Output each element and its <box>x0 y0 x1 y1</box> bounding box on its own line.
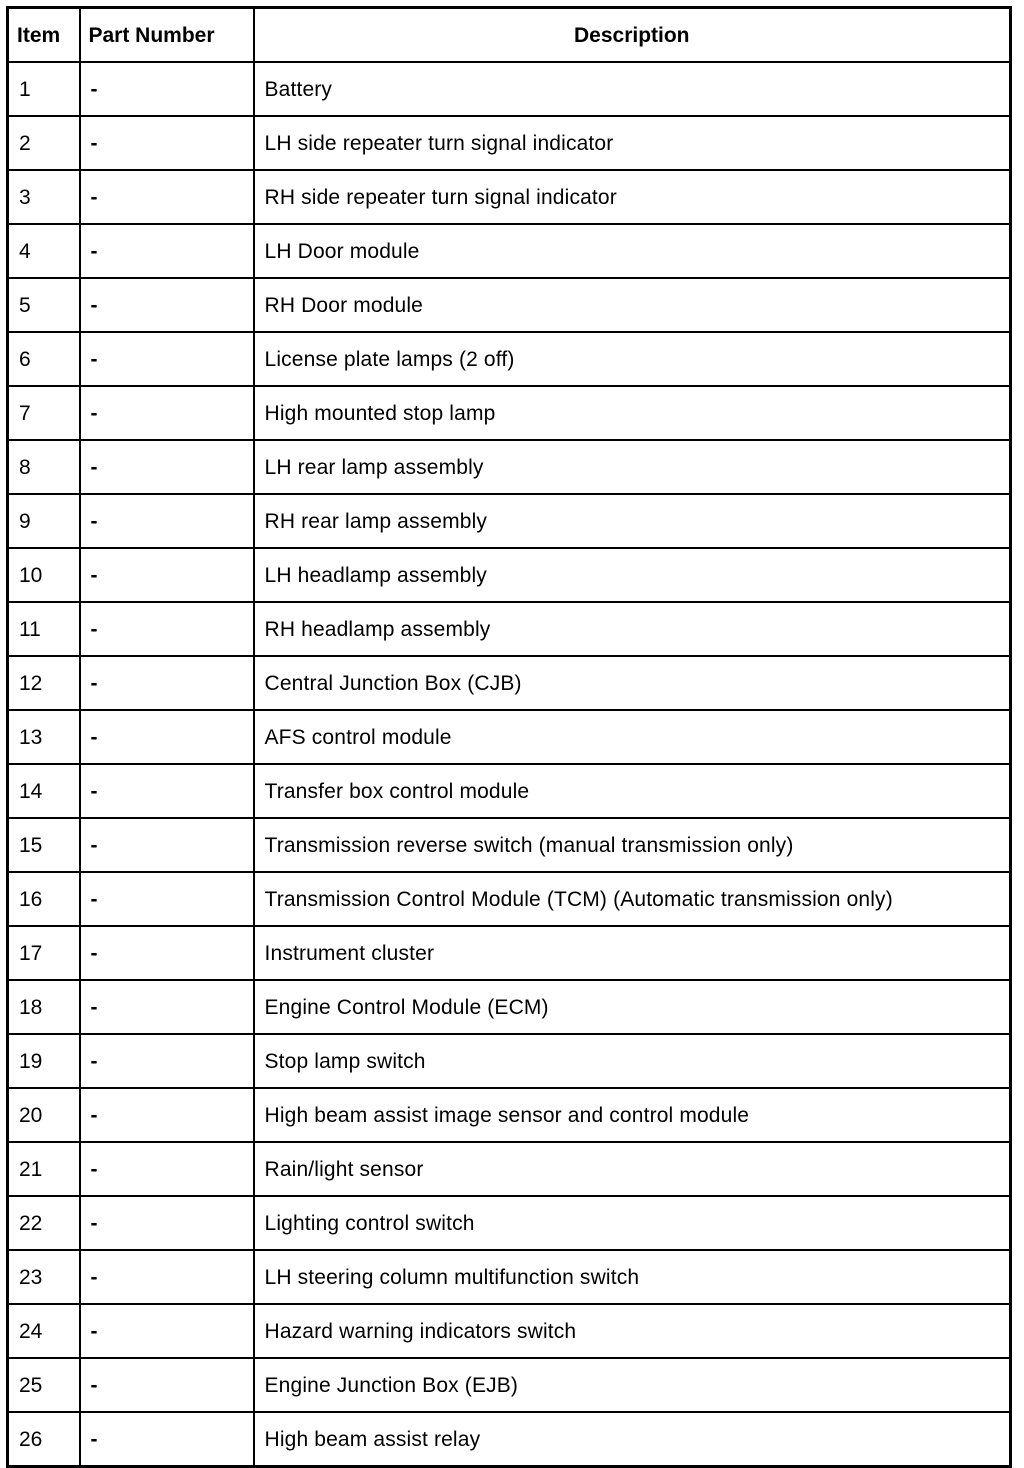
description-cell: LH Door module <box>254 224 1011 278</box>
part-number-cell: - <box>80 926 254 980</box>
item-number-cell: 6 <box>8 332 80 386</box>
description-cell: High mounted stop lamp <box>254 386 1011 440</box>
item-number-cell: 16 <box>8 872 80 926</box>
table-row <box>8 1412 1011 1467</box>
table-row <box>8 1142 1011 1196</box>
description-cell: Hazard warning indicators switch <box>254 1304 1011 1358</box>
item-number-cell: 12 <box>8 656 80 710</box>
table-row <box>8 386 1011 440</box>
description-cell: RH Door module <box>254 278 1011 332</box>
part-number-cell: - <box>80 1196 254 1250</box>
part-number-cell: - <box>80 710 254 764</box>
item-number-cell: 25 <box>8 1358 80 1412</box>
description-cell: Transmission reverse switch (manual transmission only) <box>254 818 1011 872</box>
description-cell: RH side repeater turn signal indicator <box>254 170 1011 224</box>
part-number-cell: - <box>80 278 254 332</box>
part-number-cell: - <box>80 602 254 656</box>
item-number-cell: 21 <box>8 1142 80 1196</box>
table-row <box>8 224 1011 278</box>
table-row <box>8 602 1011 656</box>
description-cell: LH rear lamp assembly <box>254 440 1011 494</box>
table-header-row <box>8 8 1011 63</box>
item-number-cell: 17 <box>8 926 80 980</box>
description-cell: High beam assist image sensor and control module <box>254 1088 1011 1142</box>
description-cell: LH steering column multifunction switch <box>254 1250 1011 1304</box>
part-number-cell: - <box>80 818 254 872</box>
item-number-cell: 10 <box>8 548 80 602</box>
part-number-cell: - <box>80 386 254 440</box>
part-number-cell: - <box>80 332 254 386</box>
table-row <box>8 1196 1011 1250</box>
item-number-cell: 20 <box>8 1088 80 1142</box>
item-number-cell: 9 <box>8 494 80 548</box>
description-cell: RH headlamp assembly <box>254 602 1011 656</box>
part-number-cell: - <box>80 62 254 116</box>
description-cell: Transmission Control Module (TCM) (Automatic transmission only) <box>254 872 1011 926</box>
item-number-cell: 15 <box>8 818 80 872</box>
part-number-cell: - <box>80 1034 254 1088</box>
description-cell: LH side repeater turn signal indicator <box>254 116 1011 170</box>
table-row <box>8 656 1011 710</box>
item-number-cell: 24 <box>8 1304 80 1358</box>
item-number-cell: 2 <box>8 116 80 170</box>
description-cell: Rain/light sensor <box>254 1142 1011 1196</box>
table-row <box>8 1034 1011 1088</box>
description-cell: License plate lamps (2 off) <box>254 332 1011 386</box>
table-row <box>8 440 1011 494</box>
item-number-cell: 14 <box>8 764 80 818</box>
description-cell: Central Junction Box (CJB) <box>254 656 1011 710</box>
table-row <box>8 170 1011 224</box>
table-body <box>8 62 1011 1467</box>
table-row <box>8 710 1011 764</box>
item-number-cell: 26 <box>8 1412 80 1467</box>
description-cell: Instrument cluster <box>254 926 1011 980</box>
description-cell: Battery <box>254 62 1011 116</box>
item-number-cell: 5 <box>8 278 80 332</box>
description-cell: High beam assist relay <box>254 1412 1011 1467</box>
part-number-cell: - <box>80 1250 254 1304</box>
table-row <box>8 1088 1011 1142</box>
table-row <box>8 494 1011 548</box>
part-number-cell: - <box>80 1088 254 1142</box>
description-cell: Transfer box control module <box>254 764 1011 818</box>
column-header-description: Description <box>254 8 1011 63</box>
part-number-cell: - <box>80 872 254 926</box>
part-number-cell: - <box>80 980 254 1034</box>
table-row <box>8 872 1011 926</box>
item-number-cell: 7 <box>8 386 80 440</box>
part-number-cell: - <box>80 116 254 170</box>
table-row <box>8 764 1011 818</box>
part-number-cell: - <box>80 1142 254 1196</box>
table-row <box>8 1250 1011 1304</box>
part-number-cell: - <box>80 494 254 548</box>
table-row <box>8 980 1011 1034</box>
table-row <box>8 62 1011 116</box>
column-header-part-number: Part Number <box>80 8 254 63</box>
item-number-cell: 8 <box>8 440 80 494</box>
item-number-cell: 18 <box>8 980 80 1034</box>
parts-table <box>6 6 1012 1468</box>
description-cell: AFS control module <box>254 710 1011 764</box>
table-row <box>8 926 1011 980</box>
table-row <box>8 818 1011 872</box>
part-number-cell: - <box>80 1412 254 1467</box>
description-cell: Lighting control switch <box>254 1196 1011 1250</box>
part-number-cell: - <box>80 440 254 494</box>
part-number-cell: - <box>80 170 254 224</box>
part-number-cell: - <box>80 548 254 602</box>
part-number-cell: - <box>80 1358 254 1412</box>
part-number-cell: - <box>80 1304 254 1358</box>
part-number-cell: - <box>80 656 254 710</box>
item-number-cell: 22 <box>8 1196 80 1250</box>
description-cell: RH rear lamp assembly <box>254 494 1011 548</box>
item-number-cell: 19 <box>8 1034 80 1088</box>
table-row <box>8 1304 1011 1358</box>
description-cell: Engine Control Module (ECM) <box>254 980 1011 1034</box>
description-cell: LH headlamp assembly <box>254 548 1011 602</box>
item-number-cell: 3 <box>8 170 80 224</box>
parts-table-container <box>6 6 1012 1450</box>
part-number-cell: - <box>80 764 254 818</box>
column-header-item: Item <box>8 8 80 63</box>
table-row <box>8 116 1011 170</box>
item-number-cell: 4 <box>8 224 80 278</box>
table-row <box>8 548 1011 602</box>
item-number-cell: 23 <box>8 1250 80 1304</box>
part-number-cell: - <box>80 224 254 278</box>
item-number-cell: 11 <box>8 602 80 656</box>
item-number-cell: 1 <box>8 62 80 116</box>
table-row <box>8 278 1011 332</box>
table-row <box>8 332 1011 386</box>
description-cell: Engine Junction Box (EJB) <box>254 1358 1011 1412</box>
description-cell: Stop lamp switch <box>254 1034 1011 1088</box>
item-number-cell: 13 <box>8 710 80 764</box>
table-row <box>8 1358 1011 1412</box>
